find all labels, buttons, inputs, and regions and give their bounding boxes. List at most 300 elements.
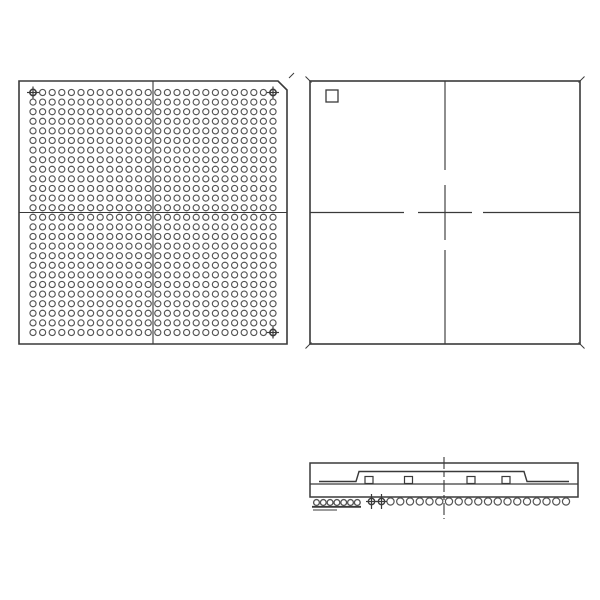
solder-ball [30,243,36,249]
solder-ball [116,243,122,249]
solder-ball [78,243,84,249]
solder-ball [155,185,161,191]
solder-ball [436,498,443,505]
solder-ball [49,128,55,134]
solder-ball [40,109,46,115]
solder-ball [193,281,199,287]
solder-ball [260,89,266,95]
solder-ball [222,233,228,239]
solder-ball [40,195,46,201]
solder-ball [30,118,36,124]
solder-ball [203,118,209,124]
solder-ball [88,253,94,259]
solder-ball [203,253,209,259]
solder-ball [49,310,55,316]
solder-ball [40,272,46,278]
solder-ball [40,166,46,172]
solder-ball [40,291,46,297]
solder-ball [88,310,94,316]
solder-ball [203,281,209,287]
solder-ball [116,166,122,172]
solder-ball [270,291,276,297]
solder-ball [241,137,247,143]
solder-ball [212,301,218,307]
solder-ball [184,205,190,211]
solder-ball [68,89,74,95]
solder-ball [107,109,113,115]
solder-ball [222,243,228,249]
solder-ball [222,89,228,95]
solder-ball [514,498,521,505]
solder-ball [504,498,511,505]
solder-ball [203,128,209,134]
solder-ball [174,329,180,335]
solder-ball [251,185,257,191]
solder-ball [232,243,238,249]
solder-ball [260,329,266,335]
solder-ball [145,253,151,259]
solder-ball [126,166,132,172]
solder-ball [193,243,199,249]
solder-ball [145,128,151,134]
solder-ball [68,214,74,220]
solder-ball [59,262,65,268]
solder-ball [193,89,199,95]
solder-ball [107,118,113,124]
solder-ball [232,291,238,297]
solder-ball [30,320,36,326]
solder-ball [270,109,276,115]
solder-ball [270,224,276,230]
solder-ball [145,233,151,239]
solder-ball [174,253,180,259]
solder-ball [107,205,113,211]
solder-ball [116,310,122,316]
solder-ball [126,109,132,115]
solder-ball [212,118,218,124]
solder-ball [78,176,84,182]
solder-ball [164,233,170,239]
solder-ball [40,89,46,95]
solder-ball [251,233,257,239]
solder-ball [59,281,65,287]
solder-ball [136,262,142,268]
solder-ball [241,281,247,287]
solder-ball [68,243,74,249]
solder-ball [193,253,199,259]
solder-ball [222,329,228,335]
solder-ball [126,310,132,316]
solder-ball [241,320,247,326]
solder-ball [68,128,74,134]
solder-ball [40,262,46,268]
solder-ball [59,243,65,249]
solder-ball [193,185,199,191]
solder-ball [78,118,84,124]
solder-ball [241,262,247,268]
solder-ball [116,262,122,268]
solder-ball [203,185,209,191]
solder-ball [241,233,247,239]
solder-ball [78,195,84,201]
solder-ball [184,262,190,268]
solder-ball [212,281,218,287]
solder-ball [212,147,218,153]
solder-ball [155,128,161,134]
solder-ball [212,176,218,182]
solder-ball [145,281,151,287]
solder-ball [116,301,122,307]
solder-ball [68,329,74,335]
solder-ball [30,137,36,143]
solder-ball [126,185,132,191]
solder-ball [270,262,276,268]
solder-ball [145,262,151,268]
solder-ball [184,109,190,115]
solder-ball [232,310,238,316]
solder-ball [164,320,170,326]
solder-ball [212,157,218,163]
solder-ball [126,320,132,326]
solder-ball [164,128,170,134]
solder-ball [40,310,46,316]
solder-ball [260,301,266,307]
bga-top-view [306,77,585,349]
solder-ball [203,233,209,239]
solder-ball [78,272,84,278]
solder-ball [232,128,238,134]
solder-ball [30,253,36,259]
solder-ball [260,214,266,220]
solder-ball [107,272,113,278]
solder-ball [116,89,122,95]
solder-ball [184,185,190,191]
solder-ball [174,262,180,268]
solder-ball [387,498,394,505]
solder-ball [136,291,142,297]
solder-ball [203,243,209,249]
solder-ball [78,291,84,297]
solder-ball [116,329,122,335]
solder-ball [397,498,404,505]
solder-ball [232,157,238,163]
solder-ball [260,243,266,249]
solder-ball [116,281,122,287]
solder-ball [222,320,228,326]
solder-ball [136,147,142,153]
solder-ball [40,128,46,134]
solder-ball [260,233,266,239]
solder-ball [30,157,36,163]
solder-ball [203,291,209,297]
solder-ball [116,185,122,191]
solder-ball [40,137,46,143]
solder-ball [184,147,190,153]
solder-ball [145,310,151,316]
solder-ball [193,272,199,278]
solder-ball [251,291,257,297]
solder-ball [107,243,113,249]
solder-ball [107,99,113,105]
solder-ball [184,214,190,220]
solder-ball [116,233,122,239]
solder-ball [59,214,65,220]
solder-ball [78,329,84,335]
solder-ball [155,291,161,297]
solder-ball [203,137,209,143]
solder-ball [78,320,84,326]
solder-ball [184,224,190,230]
solder-ball [78,128,84,134]
solder-ball [59,233,65,239]
solder-ball [270,128,276,134]
solder-ball [193,195,199,201]
solder-ball [88,118,94,124]
solder-ball [241,128,247,134]
solder-ball [241,224,247,230]
solder-ball [327,500,333,506]
solder-ball [97,195,103,201]
solder-ball [49,233,55,239]
solder-ball [107,233,113,239]
solder-ball [59,301,65,307]
solder-ball [164,262,170,268]
solder-ball [406,498,413,505]
solder-ball [222,253,228,259]
solder-ball [241,176,247,182]
solder-ball [562,498,569,505]
solder-ball [251,89,257,95]
solder-ball [97,291,103,297]
solder-ball [97,109,103,115]
solder-ball [174,310,180,316]
solder-ball [203,224,209,230]
solder-ball [145,272,151,278]
solder-ball [78,185,84,191]
solder-ball [203,195,209,201]
solder-ball [193,291,199,297]
solder-ball [184,89,190,95]
solder-ball [136,310,142,316]
solder-ball [232,262,238,268]
solder-ball [260,320,266,326]
solder-ball [241,157,247,163]
solder-ball [193,118,199,124]
solder-ball [59,176,65,182]
solder-ball [232,233,238,239]
solder-ball [164,291,170,297]
solder-ball [270,214,276,220]
solder-ball [212,224,218,230]
solder-ball [59,147,65,153]
solder-ball [88,224,94,230]
solder-ball [164,99,170,105]
solder-ball [241,99,247,105]
solder-ball [40,329,46,335]
solder-ball [241,195,247,201]
solder-ball [523,498,530,505]
solder-ball [78,310,84,316]
solder-ball [59,310,65,316]
solder-ball [59,99,65,105]
solder-ball [145,166,151,172]
solder-ball [145,147,151,153]
package-side-view [310,457,578,519]
solder-ball [40,205,46,211]
corner-tick-bottom-right [579,343,585,349]
solder-ball [116,291,122,297]
solder-ball-cluster [314,500,361,506]
solder-ball [222,301,228,307]
solder-ball [212,253,218,259]
solder-ball [174,214,180,220]
solder-ball [30,329,36,335]
solder-ball [184,157,190,163]
solder-ball [445,498,452,505]
solder-ball [232,176,238,182]
solder-ball [155,118,161,124]
solder-ball [30,281,36,287]
corner-tick-top-left [306,77,312,83]
solder-ball [193,233,199,239]
solder-ball [145,243,151,249]
solder-ball [59,272,65,278]
solder-ball [232,109,238,115]
solder-ball [126,281,132,287]
solder-ball [212,99,218,105]
solder-ball [203,272,209,278]
solder-ball [193,224,199,230]
solder-ball [97,99,103,105]
solder-ball [40,214,46,220]
solder-ball [174,176,180,182]
solder-ball [222,224,228,230]
solder-ball [164,224,170,230]
solder-ball [107,291,113,297]
solder-ball [136,253,142,259]
solder-ball [116,157,122,163]
solder-ball [88,262,94,268]
solder-ball [107,301,113,307]
solder-ball [155,89,161,95]
solder-ball [78,281,84,287]
solder-ball [222,157,228,163]
solder-ball [97,176,103,182]
solder-ball [251,176,257,182]
chamfer-corner-tick [289,73,294,78]
bga-bottom-view [19,73,294,344]
datum-ball-marker-bottom-right [267,327,279,339]
solder-ball [174,147,180,153]
solder-ball [270,281,276,287]
solder-ball [145,329,151,335]
solder-ball-row [387,498,570,505]
solder-ball [49,224,55,230]
solder-ball [212,128,218,134]
solder-ball [203,310,209,316]
solder-ball [30,166,36,172]
solder-ball [68,224,74,230]
solder-ball [270,99,276,105]
solder-ball [164,301,170,307]
solder-ball [241,185,247,191]
solder-ball [260,253,266,259]
solder-ball [49,291,55,297]
solder-ball [68,157,74,163]
solder-ball [78,137,84,143]
solder-ball [30,310,36,316]
solder-ball [174,195,180,201]
solder-ball [260,176,266,182]
solder-ball [484,498,491,505]
solder-ball [78,147,84,153]
solder-ball [184,166,190,172]
solder-ball [155,205,161,211]
solder-ball [212,320,218,326]
solder-ball [116,176,122,182]
solder-ball [184,128,190,134]
solder-ball [116,128,122,134]
solder-ball [155,224,161,230]
solder-ball [270,195,276,201]
solder-ball [97,147,103,153]
solder-ball [126,176,132,182]
solder-ball [59,195,65,201]
solder-ball [40,185,46,191]
solder-ball [97,320,103,326]
solder-ball [212,166,218,172]
solder-ball [59,109,65,115]
solder-ball [270,147,276,153]
solder-ball [88,301,94,307]
solder-ball [155,99,161,105]
solder-ball [270,301,276,307]
solder-ball [251,243,257,249]
solder-ball [155,166,161,172]
solder-ball [78,214,84,220]
solder-ball [88,281,94,287]
solder-ball [164,109,170,115]
solder-ball [232,185,238,191]
solder-ball [136,281,142,287]
solder-ball [164,166,170,172]
solder-ball [174,89,180,95]
solder-ball [184,281,190,287]
solder-ball [494,498,501,505]
solder-ball [465,498,472,505]
solder-ball [136,137,142,143]
solder-ball [193,301,199,307]
solder-ball [193,109,199,115]
solder-ball [174,137,180,143]
solder-ball [136,176,142,182]
solder-ball [49,320,55,326]
solder-ball [40,253,46,259]
solder-ball [222,109,228,115]
solder-ball [193,320,199,326]
solder-ball [88,166,94,172]
solder-ball [97,243,103,249]
solder-ball [222,310,228,316]
solder-ball [88,109,94,115]
solder-ball [270,272,276,278]
solder-ball [30,262,36,268]
solder-ball [97,310,103,316]
solder-ball [212,109,218,115]
solder-ball [136,185,142,191]
solder-ball [251,262,257,268]
solder-ball [126,329,132,335]
